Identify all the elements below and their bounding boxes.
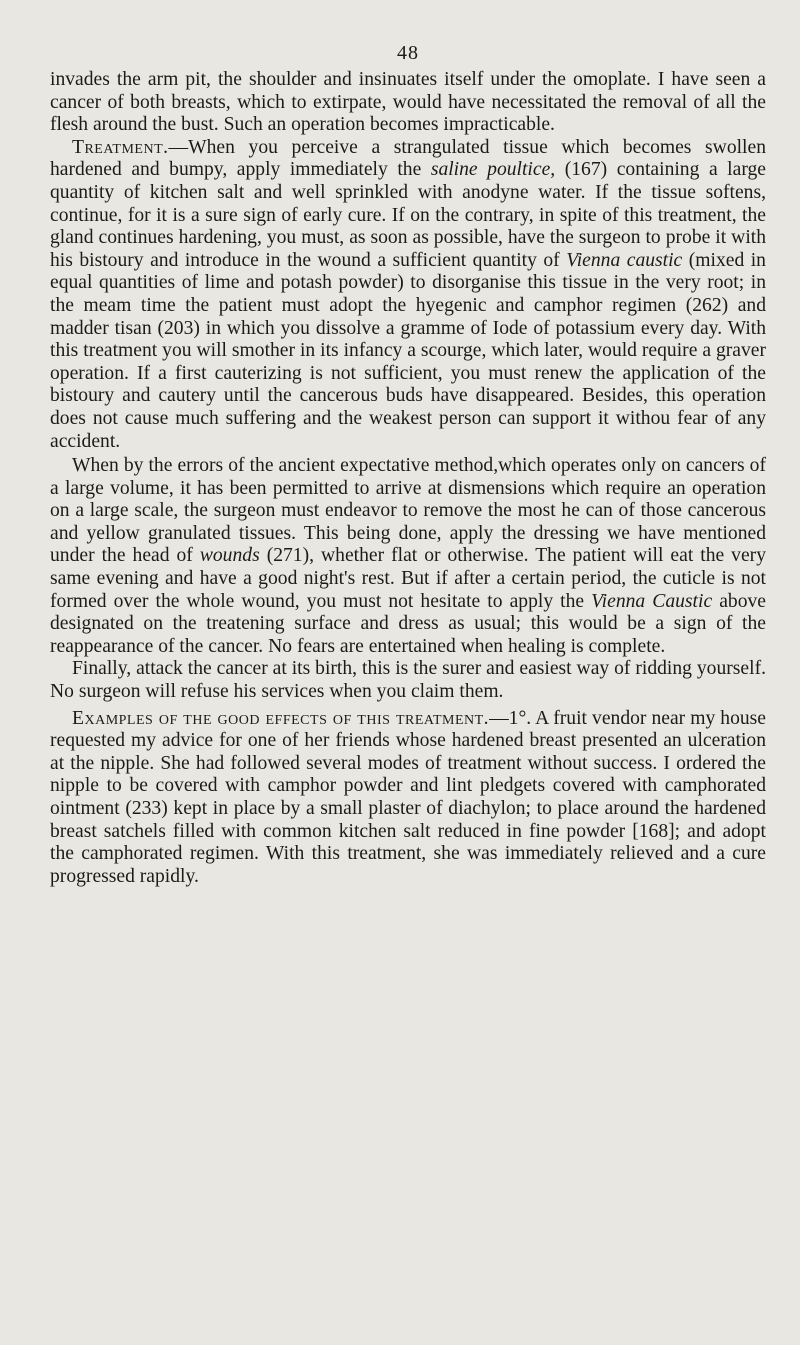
expectative-text-1: When by the errors of the ancient expectative method,which operates only on cancers of a large volume, it has been permitted to arrive at dismensions which require an operation on a large scale, the surgeon must endeavor to remove the most he can of those cancerous and yellow granulated tissues. This being done, apply the dressing we have mentioned under the head of xyxy=(50,455,766,567)
examples-number: —1°. xyxy=(489,707,532,729)
treatment-heading: Treatment. xyxy=(72,136,169,158)
expectative-italic-vienna-caustic: Vienna Caustic xyxy=(591,590,713,612)
page-number: 48 xyxy=(397,42,419,64)
paragraph-expectative-method xyxy=(50,455,766,658)
expectative-text-3: above designated on the treatening surface and dress as usual; this would be a sign of the reappearance of the cancer. No fears are entertained when healing is complete. xyxy=(50,590,766,657)
paragraph-finally: Finally, attack the cancer at its birth, this is the surer and easiest way of ridding yourself. No surgeon will refuse his services when you claim them. xyxy=(50,658,766,703)
paragraph-invasion: invades the arm pit, the shoulder and insinuates itself under the omoplate. I have seen a cancer of both breasts, which to extirpate, would have necessitated the removal of all the flesh around the bust. Such an operation becomes impracticable. xyxy=(50,69,766,136)
examples-heading: Examples of the good effects of this treatment. xyxy=(72,707,490,729)
treatment-text-3: (mixed in equal quantities of lime and potash powder) to disorganise this tissue in the very root; in the meam time the patient must adopt the hyegenic and camphor regimen (262) and madder tisan (203) in which you dissolve a gramme of Iode of potassium every day. With this treatment you will smother in its infancy a scourge, which later, would require a graver operation. If a first cauterizing is not sufficient, you must renew the application of the bistoury and cautery until the cancerous buds have disappeared. Besides, this operation does not cause much suffering and the weakest person can support it withou fear of any accident. xyxy=(50,249,766,452)
expectative-italic-wounds: wounds xyxy=(199,545,260,567)
paragraph-treatment xyxy=(50,137,766,453)
examples-text: A fruit vendor near my house requested my advice for one of her friends whose hardened breast presented an ulceration at the nipple. She had followed several modes of treatment without success. I ordered the nipple to be covered with camphor powder and lint pledgets covered with camphorated ointment (233) kept in place by a small plaster of diachylon; to place around the hardened breast satchels filled with common kitchen salt reduced in fine powder [168]; and adopt the camphorated regimen. With this treatment, she was immediately relieved and a cure progressed rapidly. xyxy=(50,707,766,887)
expectative-text-2: (271), whether flat or otherwise. The patient will eat the very same evening and have a good night's rest. But if after a certain period, the cuticle is not formed over the whole wound, you must not hesitate to apply the xyxy=(50,545,766,612)
treatment-text-2: (167) containing a large quantity of kitchen salt and well sprinkled with anodyne water. If the tissue softens, continue, for it is a sure sign of early cure. If on the contrary, in spite of this treatment, the gland continues hardening, you must, as soon as possible, have the surgeon to probe it with his bistoury and introduce in the wound a sufficient quantity of xyxy=(50,159,766,271)
treatment-italic-saline-poultice: saline poultice, xyxy=(430,159,556,181)
paragraph-examples xyxy=(50,708,766,889)
treatment-text-1: —When you perceive a strangulated tissue which becomes swollen hardened and bumpy, apply immediately the xyxy=(50,136,766,181)
treatment-italic-vienna-caustic: Vienna caustic xyxy=(566,249,683,271)
